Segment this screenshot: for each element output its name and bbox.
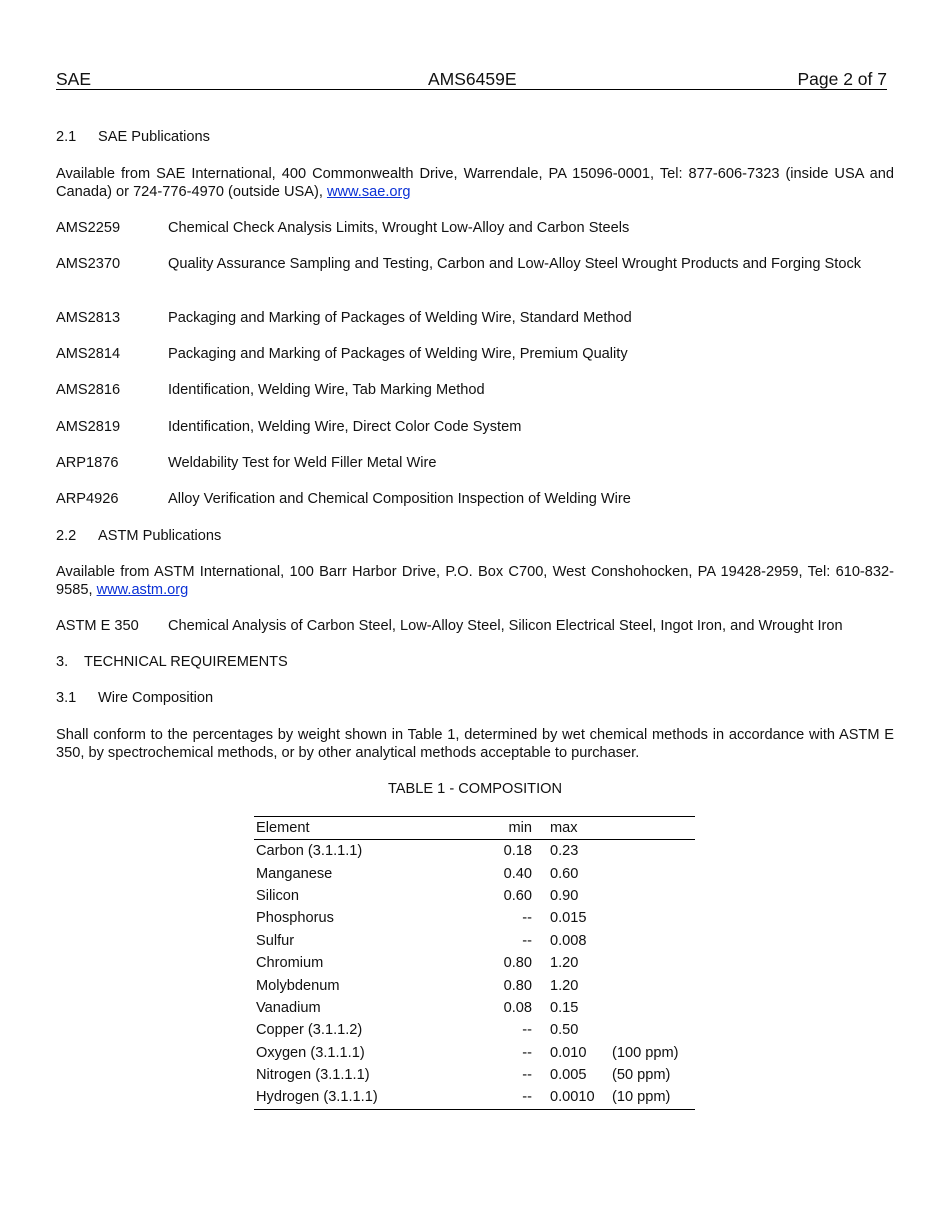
section-3-heading [56,653,894,671]
section-title: Wire Composition [98,690,214,706]
reference-row [56,617,894,635]
min-cell: 0.08 [503,999,532,1016]
section-title: SAE Publications [98,129,210,145]
table-row [254,907,695,929]
reference-row [56,381,894,399]
note-cell [612,885,695,907]
element-cell: Sulfur [256,932,295,949]
table-row [254,885,695,907]
table-caption: TABLE 1 - COMPOSITION [387,781,563,797]
element-cell: Hydrogen (3.1.1.1) [256,1089,378,1106]
reference-code: AMS2370 [56,256,121,272]
table-header-row [254,817,695,840]
element-cell: Manganese [256,865,333,882]
reference-code: ARP4926 [56,491,119,507]
table-row [254,997,695,1019]
note-cell [612,907,695,929]
min-cell: -- [522,932,532,949]
reference-code: AMS2819 [56,419,121,435]
sae-availability-paragraph [56,165,894,201]
section-number: 2.1 [56,129,77,145]
composition-table [254,816,695,1110]
section-2-1-heading [56,128,894,146]
note-cell [612,1019,695,1041]
max-cell: 0.010 [550,1044,587,1061]
reference-title: Packaging and Marking of Packages of Welding Wire, Standard Method [168,310,632,326]
reference-row [56,219,894,237]
composition-text: Shall conform to the percentages by weight shown in Table 1, determined by wet chemical methods in accordance with ASTM E 350, by spectrochemical methods, or by other analytical methods acceptable to purchaser. [56,727,894,761]
header-doc-number: AMS6459E [428,69,517,89]
table-row [254,1019,695,1041]
element-cell: Phosphorus [256,910,334,927]
min-cell: 0.60 [503,887,532,904]
section-3-1-heading [56,689,894,707]
astm-website-link[interactable]: www.astm.org [96,582,189,598]
reference-title: Identification, Welding Wire, Direct Color Code System [168,419,522,435]
element-cell: Copper (3.1.1.2) [256,1022,363,1039]
max-cell: 0.015 [550,910,587,927]
element-cell: Silicon [256,887,299,904]
section-title: ASTM Publications [98,528,222,544]
reference-code: AMS2816 [56,382,121,398]
reference-row [56,309,894,327]
note-cell: (50 ppm) [612,1067,671,1084]
page-header [56,69,887,90]
max-cell: 0.23 [550,843,579,860]
reference-code: ASTM E 350 [56,618,139,634]
table-row [254,1042,695,1064]
reference-code: AMS2814 [56,346,121,362]
max-cell: 0.0010 [550,1089,595,1106]
min-cell: -- [522,1044,532,1061]
table-row [254,840,695,863]
table-row [254,1064,695,1086]
composition-paragraph [56,726,894,762]
reference-title: Weldability Test for Weld Filler Metal Wire [168,455,437,471]
note-cell: (100 ppm) [612,1044,679,1061]
element-cell: Oxygen (3.1.1.1) [256,1044,365,1061]
column-header-max: max [550,820,578,836]
reference-title: Identification, Welding Wire, Tab Marking Method [168,382,485,398]
reference-row [56,345,894,363]
note-cell [612,840,695,863]
max-cell: 0.15 [550,999,579,1016]
note-cell [612,952,695,974]
column-header-note [612,817,695,840]
reference-code: ARP1876 [56,455,119,471]
min-cell: 0.80 [503,955,532,972]
max-cell: 0.008 [550,932,587,949]
section-2-2-heading [56,527,894,545]
astm-availability-text: Available from ASTM International, 100 Barr Harbor Drive, P.O. Box C700, West Conshohocken, PA 19428-2959, Tel: 610-832-9585, [56,564,894,598]
sae-availability-text: Available from SAE International, 400 Commonwealth Drive, Warrendale, PA 15096-0001, Tel: 877-606-7323 (inside USA and Canada) or 724-776-4970 (outside USA), [56,166,894,200]
min-cell: -- [522,1089,532,1106]
max-cell: 1.20 [550,955,579,972]
note-cell [612,862,695,884]
min-cell: -- [522,910,532,927]
table-row [254,952,695,974]
min-cell: -- [522,1067,532,1084]
min-cell: 0.40 [503,865,532,882]
reference-title: Alloy Verification and Chemical Composition Inspection of Welding Wire [168,491,631,507]
section-number: 3. [56,654,69,670]
reference-row [56,454,894,472]
element-cell: Carbon (3.1.1.1) [256,843,363,860]
max-cell: 1.20 [550,977,579,994]
element-cell: Nitrogen (3.1.1.1) [256,1067,370,1084]
section-number: 3.1 [56,690,77,706]
reference-row [56,418,894,436]
section-number: 2.2 [56,528,77,544]
element-cell: Chromium [256,955,324,972]
reference-title: Quality Assurance Sampling and Testing, Carbon and Low-Alloy Steel Wrought Products and Forging Stock [168,256,862,272]
reference-row [56,490,894,508]
min-cell: 0.80 [503,977,532,994]
reference-code: AMS2813 [56,310,121,326]
element-cell: Molybdenum [256,977,340,994]
min-cell: 0.18 [503,843,532,860]
table-row [254,930,695,952]
max-cell: 0.90 [550,887,579,904]
min-cell: -- [522,1022,532,1039]
max-cell: 0.005 [550,1067,587,1084]
note-cell [612,997,695,1019]
reference-title: Chemical Check Analysis Limits, Wrought Low-Alloy and Carbon Steels [168,220,630,236]
reference-title: Packaging and Marking of Packages of Welding Wire, Premium Quality [168,346,628,362]
table-body [254,840,695,1110]
table-row [254,862,695,884]
max-cell: 0.50 [550,1022,579,1039]
table-row [254,974,695,996]
max-cell: 0.60 [550,865,579,882]
column-header-min: min [508,820,532,836]
table-row [254,1086,695,1109]
sae-website-link[interactable]: www.sae.org [326,184,411,200]
note-cell [612,930,695,952]
reference-code: AMS2259 [56,220,121,236]
element-cell: Vanadium [256,999,321,1016]
astm-availability-paragraph [56,563,894,599]
header-page-number: Page 2 of 7 [797,69,887,89]
reference-row [56,255,894,273]
column-header-element: Element [256,820,310,836]
reference-title: Chemical Analysis of Carbon Steel, Low-Alloy Steel, Silicon Electrical Steel, Ingot Iron, and Wrought Iron [168,618,843,634]
header-org: SAE [56,69,92,89]
note-cell: (10 ppm) [612,1089,671,1106]
note-cell [612,974,695,996]
section-title: TECHNICAL REQUIREMENTS [84,654,288,670]
